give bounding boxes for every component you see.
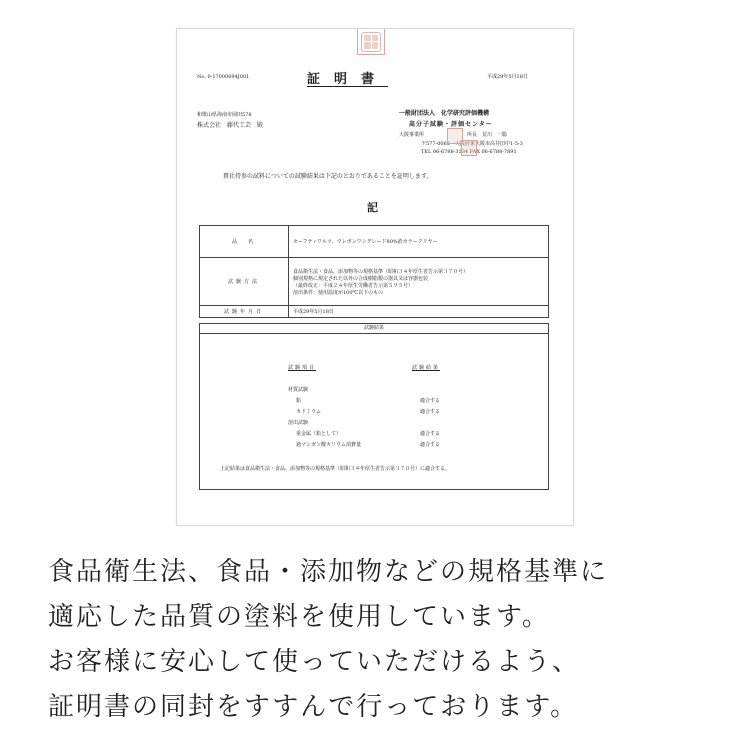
- lead-result: 適合する: [420, 398, 441, 404]
- issuer-org-line2: 高分子試験・評価センター: [409, 121, 493, 128]
- issuer-tel: TEL 06-6788-3134 FAX 06-6788-7891: [421, 149, 517, 155]
- test-info-table: [199, 225, 549, 318]
- issuer-office: 大阪事業所: [399, 132, 425, 138]
- certificate-document: [176, 28, 574, 526]
- issuer-position: 所長 荒川 一聡: [467, 132, 508, 138]
- method-value: 食品衛生法・食品、添加物等の規格基準（昭和３４年厚生省告示第３７０号） 個別規格に規定された以外の合成樹脂製の器具又は容器包装 （最終改正：平成２４年厚生労働省告示第５９５号） 溶出条件：使用温度が100℃以下のもの: [289, 258, 549, 306]
- cadmium-result: 適合する: [420, 409, 441, 415]
- kmno4-item: 過マンガン酸カリウム消費量: [296, 442, 361, 448]
- certificate-title: 証明書: [307, 72, 389, 87]
- caption-text: [48, 550, 728, 730]
- caption-line-4: 証明書の同封をすすんで行っております。: [48, 692, 579, 722]
- test-date-label: 試験年月日: [200, 306, 289, 318]
- cadmium-item: カドミウム: [296, 409, 321, 415]
- results-col-result: 試験結果: [412, 365, 441, 371]
- registration-seal: [357, 29, 385, 55]
- results-header: 試験結果: [200, 324, 548, 334]
- product-value: セーフティワルツ、ウレボンワングレード80%消カラークリヤー: [289, 226, 549, 258]
- caption-line-2: 適応した品質の塗料を使用しています。: [48, 602, 550, 632]
- certificate-number: No. 0-17000694J001: [197, 74, 250, 80]
- results-conclusion: 上記結果は食品衛生法・食品、添加物等の規格基準（昭和３４年厚生省告示第３７０号）に適合する。: [220, 466, 451, 472]
- issuer-postal: 〒577-0065 大阪府東大阪市高井田中1-5-3: [421, 141, 523, 147]
- kmno4-result: 適合する: [420, 442, 441, 448]
- ki-heading: 記: [367, 201, 378, 214]
- certification-statement: 貴社持参の試料についての試験結果は下記のとおりであることを証明します。: [223, 173, 433, 180]
- caption-line-1: 食品衛生法、食品・添加物などの規格基準に: [48, 557, 609, 587]
- recipient-company: 株式会社 藤代工芸 殿: [197, 122, 264, 129]
- heavy-metal-item: 重金属（鉛として）: [296, 431, 342, 437]
- certificate-date: 平成29年5月18日: [487, 74, 528, 80]
- method-label: 試験方法: [200, 258, 289, 306]
- test-date-value: 平成29年5月18日: [289, 306, 549, 318]
- product-label: 品 名: [200, 226, 289, 258]
- caption-line-3: お客様に安心して使っていただけるよう、: [48, 647, 581, 677]
- elution-test-heading: 溶出試験: [288, 420, 309, 426]
- recipient-address: 和歌山県海南市岡田578: [197, 112, 252, 118]
- results-col-item: 試験項目: [288, 365, 317, 371]
- issuer-stamp-2: [461, 140, 477, 156]
- results-box: [199, 323, 549, 490]
- material-test-heading: 材質試験: [288, 387, 309, 393]
- lead-item: 鉛: [296, 398, 302, 404]
- issuer-org-line1: 一般財団法人 化学研究評価機構: [399, 110, 490, 117]
- heavy-metal-result: 適合する: [420, 431, 441, 437]
